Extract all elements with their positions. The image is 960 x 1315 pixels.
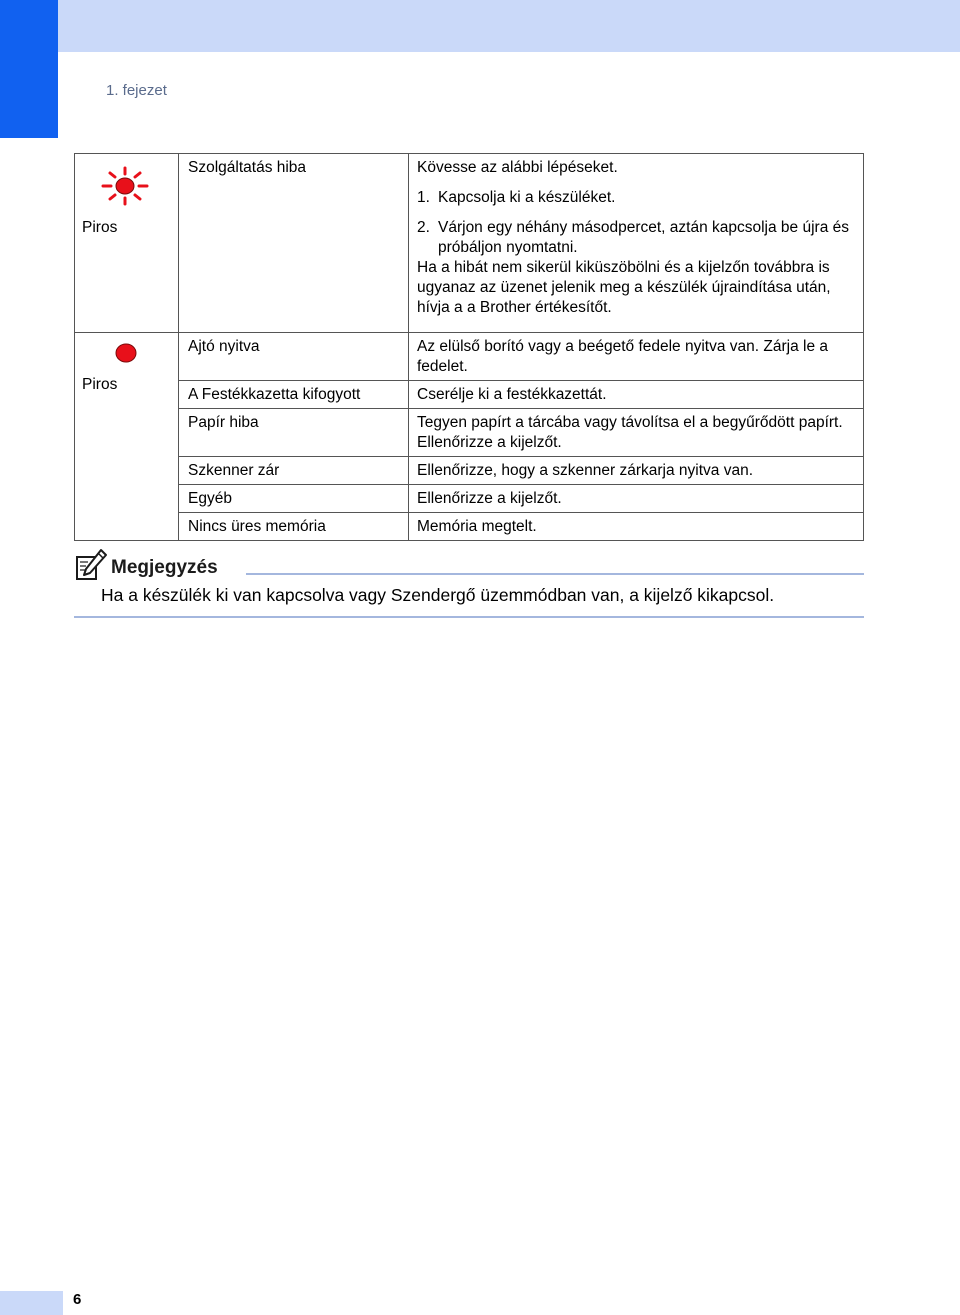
step-text: Várjon egy néhány másodpercet, aztán kapcsolja be újra és próbáljon nyomtatni.: [438, 219, 849, 256]
table-row: [75, 154, 864, 333]
action-intro: Kövesse az alábbi lépéseket.: [417, 159, 618, 176]
status-cell: [179, 513, 409, 541]
table-row: [75, 409, 864, 457]
note-divider: [246, 573, 864, 575]
step-number: 2.: [417, 219, 430, 236]
action-cell: [409, 485, 864, 513]
table-row: [75, 333, 864, 381]
led-cell: [75, 333, 179, 541]
action-cell: [409, 333, 864, 381]
action-text: Ellenőrizze, hogy a szkenner zárkarja nyitva van.: [417, 462, 753, 479]
page-number: 6: [73, 1291, 82, 1308]
action-text: Az elülső borító vagy a beégető fedele nyitva van. Zárja le a fedelet.: [417, 338, 828, 375]
action-cell: [409, 457, 864, 485]
note-title: Megjegyzés: [111, 557, 218, 578]
status-cell: [179, 457, 409, 485]
status-cell: [179, 154, 409, 333]
action-text: Ellenőrizze a kijelzőt.: [417, 490, 562, 507]
status-text: A Festékkazetta kifogyott: [188, 386, 361, 403]
chapter-tab: [0, 0, 58, 138]
action-cell: [409, 154, 864, 333]
status-text: Szkenner zár: [188, 462, 280, 479]
note-divider: [74, 616, 864, 618]
header-band: [0, 0, 960, 52]
table-row: [75, 457, 864, 485]
action-cell: [409, 409, 864, 457]
step-number: 1.: [417, 189, 430, 206]
action-text: Tegyen papírt a tárcába vagy távolítsa el a begyűrődött papírt. Ellenőrizze a kijelzőt.: [417, 414, 843, 451]
footer-band: [0, 1291, 63, 1315]
action-text: Cserélje ki a festékkazettát.: [417, 386, 607, 403]
action-text: Memória megtelt.: [417, 518, 537, 535]
status-cell: [179, 333, 409, 381]
status-text: Szolgáltatás hiba: [188, 159, 307, 176]
list-item: [417, 188, 855, 208]
status-text: Papír hiba: [188, 414, 259, 431]
led-color-label: Piros: [82, 376, 118, 393]
status-cell: [179, 381, 409, 409]
chapter-title: 1. fejezet: [106, 82, 167, 99]
led-color-label: Piros: [82, 219, 118, 236]
table-row: [75, 513, 864, 541]
action-cell: [409, 513, 864, 541]
red-steady-led-icon: [115, 343, 137, 363]
table-row: [75, 381, 864, 409]
status-text: Egyéb: [188, 490, 232, 507]
list-item: [417, 218, 855, 258]
action-cell: [409, 381, 864, 409]
table-row: [75, 485, 864, 513]
status-cell: [179, 409, 409, 457]
status-cell: [179, 485, 409, 513]
red-blinking-led-icon: [101, 166, 149, 206]
note-text: Ha a készülék ki van kapcsolva vagy Szendergő üzemmódban van, a kijelző kikapcsol.: [101, 585, 775, 605]
note-pencil-icon: [74, 548, 108, 582]
action-steps: [417, 188, 855, 258]
status-text: Ajtó nyitva: [188, 338, 260, 355]
led-status-table: [74, 153, 864, 541]
led-cell: [75, 154, 179, 333]
status-text: Nincs üres memória: [188, 518, 326, 535]
step-text: Kapcsolja ki a készüléket.: [438, 189, 616, 206]
action-outro: Ha a hibát nem sikerül kiküszöbölni és a kijelzőn továbbra is ugyanaz az üzenet jelenik meg a készülék újraindítása után, hívja a a Brother értékesítőt.: [417, 259, 831, 316]
